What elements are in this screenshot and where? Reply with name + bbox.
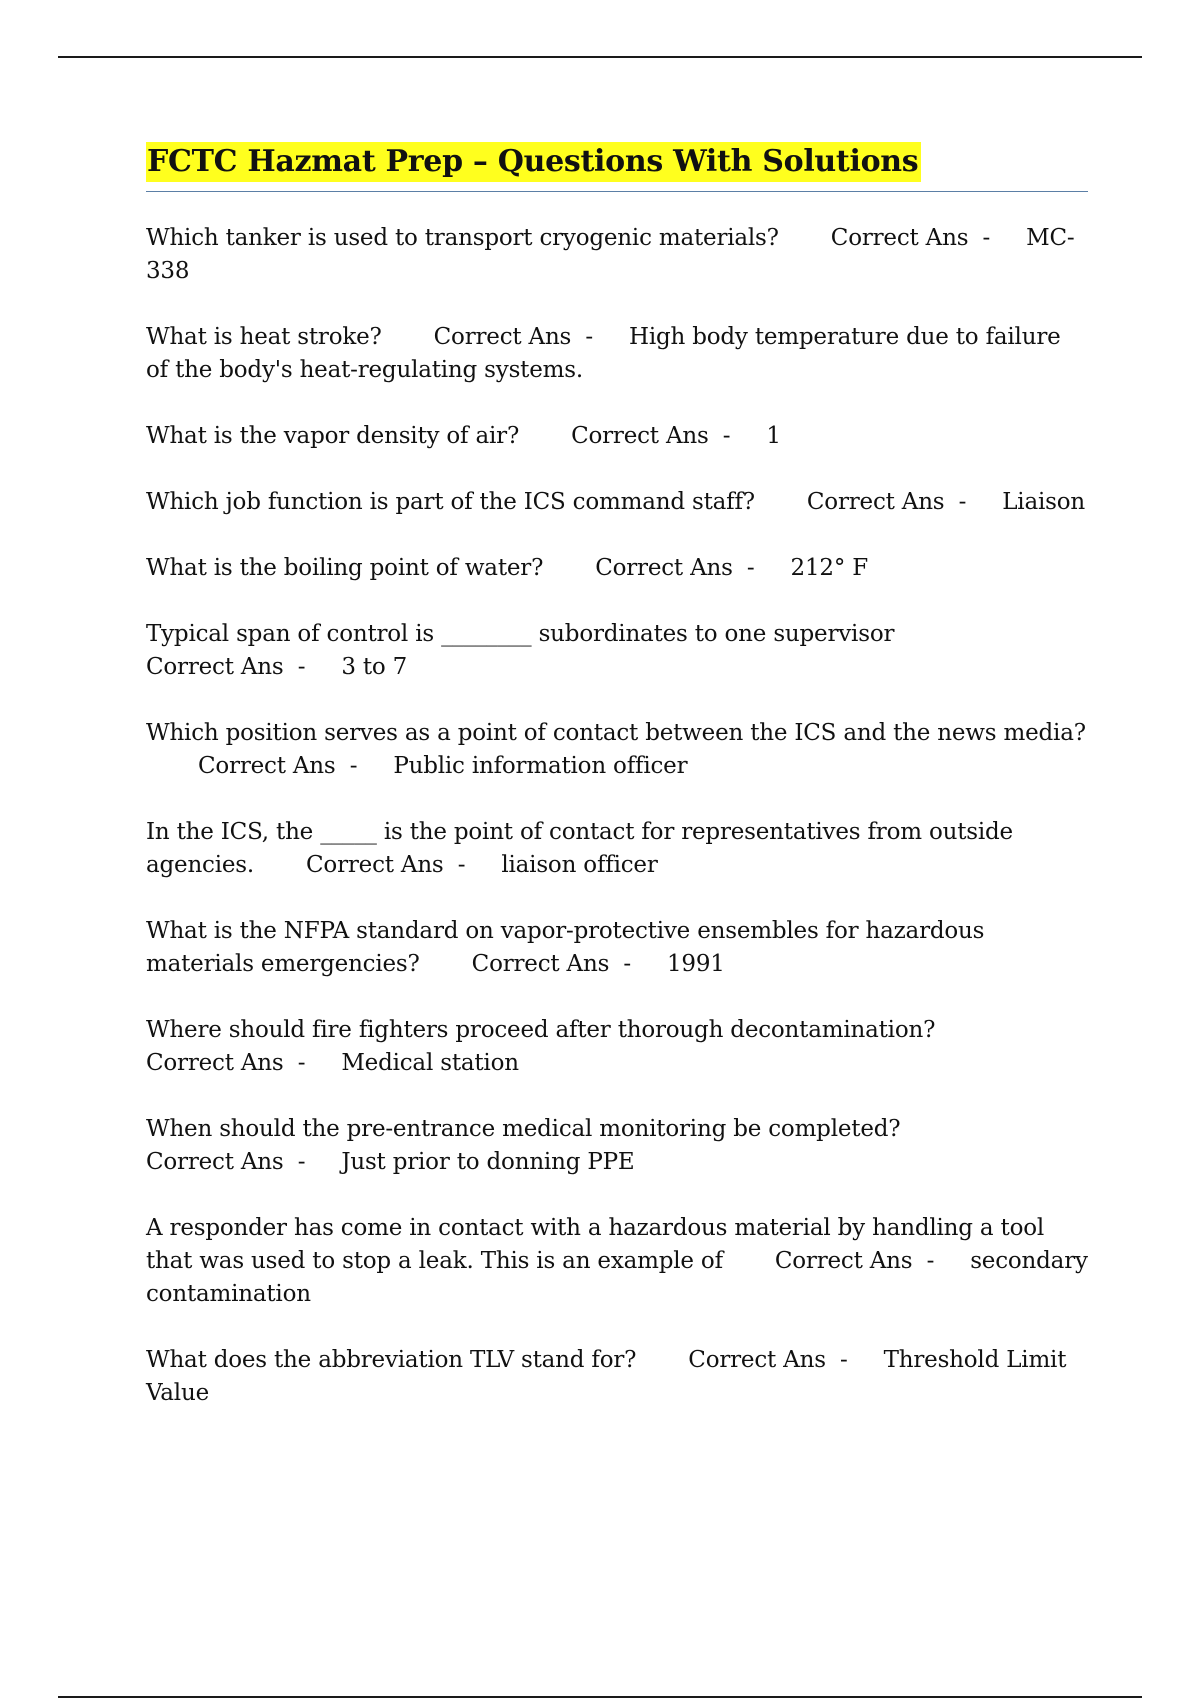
question-item — [146, 1212, 1088, 1311]
correct-answer-label: Correct Ans - — [774, 1248, 935, 1274]
correct-answer-label: Correct Ans - — [146, 1050, 306, 1076]
correct-answer-label: Correct Ans - — [571, 423, 731, 449]
page-top-rule — [58, 56, 1142, 58]
question-item — [146, 816, 1088, 882]
page-bottom-rule — [58, 1696, 1142, 1698]
question-item — [146, 222, 1088, 288]
question-text: Which tanker is used to transport cryogenic materials? — [146, 225, 779, 251]
title-block — [146, 142, 1088, 192]
answer-text: High body temperature due to failure of the body's heat-regulating systems. — [146, 324, 1061, 383]
answer-text: secondary contamination — [146, 1248, 1088, 1307]
answer-text: Threshold Limit Value — [146, 1347, 1067, 1406]
question-item — [146, 1113, 1088, 1179]
answer-text: 212° F — [790, 555, 868, 581]
question-item — [146, 552, 1088, 585]
answer-text: Medical station — [341, 1050, 519, 1076]
document-title: FCTC Hazmat Prep – Questions With Solutions — [146, 142, 921, 182]
question-text: In the ICS, the _____ is the point of contact for representatives from outside agencies. — [146, 819, 1013, 878]
answer-text: liaison officer — [501, 852, 658, 878]
question-item — [146, 321, 1088, 387]
correct-answer-label: Correct Ans - — [306, 852, 466, 878]
answer-text: Just prior to donning PPE — [341, 1149, 635, 1175]
question-text: What is the vapor density of air? — [146, 423, 520, 449]
question-item — [146, 1344, 1088, 1410]
correct-answer-label: Correct Ans - — [471, 951, 631, 977]
correct-answer-label: Correct Ans - — [830, 225, 991, 251]
answer-text: 1 — [766, 423, 781, 449]
answer-text: 3 to 7 — [341, 654, 408, 680]
question-item — [146, 1014, 1088, 1080]
question-text: A responder has come in contact with a hazardous material by handling a tool that was used to stop a leak. This is an example of — [146, 1215, 1045, 1274]
question-item — [146, 915, 1088, 981]
correct-answer-label: Correct Ans - — [198, 753, 358, 779]
correct-answer-label: Correct Ans - — [806, 489, 967, 515]
answer-text: Liaison — [1002, 489, 1085, 515]
question-text: Which position serves as a point of contact between the ICS and the news media? — [146, 720, 1086, 746]
answer-text: Public information officer — [393, 753, 688, 779]
question-text: Typical span of control is ________ subordinates to one supervisor — [146, 621, 895, 647]
question-text: Where should fire fighters proceed after thorough decontamination? — [146, 1017, 936, 1043]
answer-text: 1991 — [666, 951, 725, 977]
question-text: What is the boiling point of water? — [146, 555, 544, 581]
question-text: When should the pre-entrance medical monitoring be completed? — [146, 1116, 901, 1142]
question-item — [146, 420, 1088, 453]
correct-answer-label: Correct Ans - — [146, 1149, 306, 1175]
correct-answer-label: Correct Ans - — [146, 654, 306, 680]
question-item — [146, 486, 1088, 519]
document-body — [146, 142, 1088, 1443]
question-item — [146, 618, 1088, 684]
correct-answer-label: Correct Ans - — [433, 324, 593, 350]
question-list — [146, 222, 1088, 1410]
question-text: What is heat stroke? — [146, 324, 382, 350]
correct-answer-label: Correct Ans - — [595, 555, 755, 581]
answer-text: MC-338 — [146, 225, 1075, 284]
correct-answer-label: Correct Ans - — [688, 1347, 848, 1373]
question-text: What does the abbreviation TLV stand for? — [146, 1347, 637, 1373]
question-text: Which job function is part of the ICS command staff? — [146, 489, 755, 515]
question-item — [146, 717, 1088, 783]
question-text: What is the NFPA standard on vapor-protective ensembles for hazardous materials emergencies? — [146, 918, 985, 977]
